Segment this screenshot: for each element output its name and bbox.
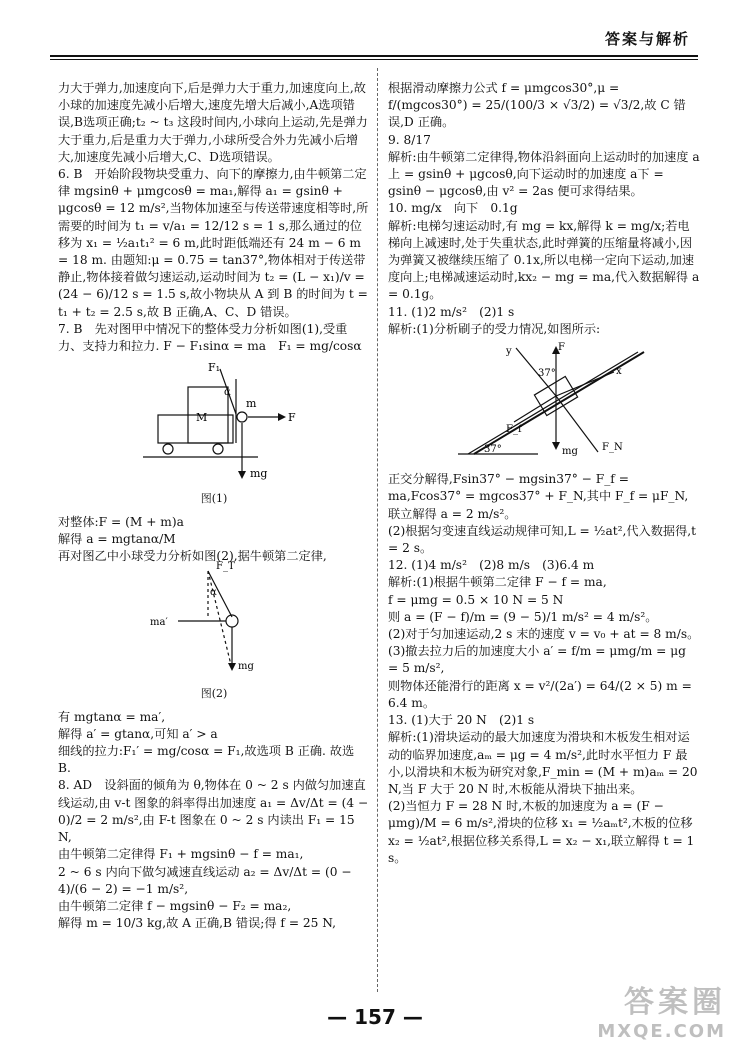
svg-text:x: x (616, 366, 622, 378)
answer-5-continued: 力大于弹力,加速度向下,后是弹力大于重力,加速度向上,故小球的加速度先减小后增大,速度先增大后减小,A选项错误,B选项正确;t₂ ~ t₃ 这段时间内,小球向上运动,先是弹力大于重力,后是重力大于弹力,小球所受合外力先减小后增大,加速度先减小后增大,C、D选项错误。 (58, 81, 368, 164)
answer-7: 7. B 先对图甲中情况下的整体受力分析如图(1),受重力、支持力和拉力. F − F₁sinα = ma F₁ = mg/cosα (58, 321, 362, 354)
right-column (388, 80, 700, 867)
answer-13: 13. (1)大于 20 N (2)1 s (388, 713, 535, 728)
svg-text:F: F (288, 411, 296, 425)
answer-8: 8. AD 设斜面的倾角为 θ,物体在 0 ~ 2 s 内做匀加速直线运动,由 v-t 图象的斜率得出加速度 a₁ = Δv/Δt = (4 − 0)/2 = 2 m/s²,由 F-t 图象在 0 ~ 2 s 内读出 F₁ = 15 N, (58, 778, 369, 845)
figure-2-caption: 图(2) (200, 687, 228, 701)
svg-text:37°: 37° (538, 368, 556, 380)
watermark-url: MXQE.COM (597, 1021, 726, 1042)
svg-text:m: m (246, 397, 257, 411)
svg-text:mg: mg (238, 661, 254, 673)
column-divider (377, 68, 378, 992)
answer-11-decompose: 正交分解得,Fsin37° − mgsin37° − F_f = ma,Fcos37° = mgcos37° + F_N,其中 F_f = μF_N,联立解得 a = 2 m/s²。 (388, 472, 689, 521)
answer-11: 11. (1)2 m/s² (2)1 s (388, 304, 515, 319)
answer-11-part2: (2)根据匀变速直线运动规律可知,L = ½at²,代入数据得,t = 2 s。 (388, 523, 697, 556)
answer-12-distance: 则物体还能滑行的距离 x = v²/(2a′) = 64/(2 × 5) m = 6.4 m。 (388, 678, 692, 710)
answer-8-decel: 2 ~ 6 s 内向下做匀减速直线运动 a₂ = Δv/Δt = (0 − 4)/(6 − 2) = −1 m/s², (58, 864, 352, 896)
answer-12: 12. (1)4 m/s² (2)8 m/s (3)6.4 m (388, 558, 595, 573)
header-title: 答案与解析 (604, 30, 690, 48)
page-number: — 157 — (327, 1005, 423, 1029)
answer-12-accel: 则 a = (F − f)/m = (9 − 5)/1 m/s² = 4 m/s²。 (388, 609, 658, 624)
watermark-brand: 答案圈 (624, 985, 726, 1020)
answer-8-eq1: 由牛顿第二定律得 F₁ + mgsinθ − f = ma₁, (58, 847, 304, 862)
answer-11-analysis: 解析:(1)分析刷子的受力情况,如图所示: (388, 321, 601, 336)
answer-8-solve: 解得 m = 10/3 kg,故 A 正确,B 错误;得 f = 25 N, (58, 916, 337, 931)
answer-8-eq2: 由牛顿第二定律 f − mgsinθ − F₂ = ma₂, (58, 898, 292, 913)
answer-12-part2: (2)对于匀加速运动,2 s 末的速度 v = v₀ + at = 8 m/s。 (388, 627, 700, 642)
answer-7-whole: 对整体:F = (M + m)a (58, 514, 184, 529)
answer-10-analysis: 解析:电梯匀速运动时,有 mg = kx,解得 k = mg/x;若电梯向上减速时,处于失重状态,此时弹簧的压缩量将减小,因为弹簧又被继续压缩了 0.1x,所以电梯一定向下运动,加速度向上;电梯减速运动时,kx₂ − mg = ma,代入数据解得 a = 0.1g。 (388, 218, 700, 302)
ball-m (237, 412, 247, 422)
svg-text:F_T: F_T (216, 561, 235, 573)
header-rule (50, 55, 698, 57)
svg-text:37°: 37° (484, 444, 502, 456)
svg-text:F_N: F_N (602, 442, 623, 454)
answer-6: 6. B 开始阶段物块受重力、向下的摩擦力,由牛顿第二定律 mgsinθ + μmgcosθ = ma₁,解得 a₁ = gsinθ + μgcosθ = 12 m/s²,当物体加速至与传送带速度相等时,所需要的时间为 t₁ = v/a₁ = 12/12 s = 1 s,那么通过的位移为 x₁ = ½a₁t₁² = 6 m,此时距低端还有 24 m − 6 m = 18 m. 由题知:μ = 0.75 = tan37°,物体相对于传送带静止,物体接着做匀速运动,运动时间为 t₂ = (L − x₁)/v = (24 − 6)/12 s = 1.5 s,故小物块从 A 到 B 的时间为 t = t₁ + t₂ = 2.5 s,故 B 正确,A、C、D 错误。 (58, 167, 369, 319)
svg-text:M: M (196, 411, 208, 425)
answer-13-part2: (2)当恒力 F = 28 N 时,木板的加速度为 a = (F − μmg)/M = 6 m/s²,滑块的位移 x₁ = ½aₘt²,木板的位移 x₂ = ½at²,根据位移关系得,L = x₂ − x₁,联立解得 t = 1 s。 (388, 799, 695, 865)
left-column (58, 80, 370, 932)
answer-8-continued: 根据滑动摩擦力公式 f = μmgcos30°,μ = f/(mgcos30°) = 25/(100/3 × √3/2) = √3/2,故 C 错误,D 正确。 (388, 81, 686, 130)
figure-1-diagram (58, 359, 370, 479)
answer-13-part1: 解析:(1)滑块运动的最大加速度为滑块和木板发生相对运动的临界加速度,aₘ = μg = 4 m/s²,此时水平恒力 F 最小,以滑块和木板为研究对象,F_min = (M + m)aₘ = 20 N,当 F 大于 20 N 时,木板能从滑块下抽出来。 (388, 730, 698, 796)
svg-text:mg: mg (562, 446, 578, 458)
figure-2-diagram (58, 561, 370, 674)
answer-12-friction: f = μmg = 0.5 × 10 N = 5 N (388, 592, 564, 607)
answer-12-part3: (3)撤去拉力后的加速度大小 a′ = f/m = μmg/m = μg = 5 m/s², (388, 644, 686, 676)
svg-text:ma′: ma′ (150, 617, 168, 629)
svg-text:α: α (224, 387, 231, 399)
svg-text:F_f: F_f (506, 424, 522, 436)
svg-text:y: y (506, 346, 512, 358)
answer-7-solve-a: 解得 a = mgtanα/M (58, 531, 176, 546)
svg-text:F₁: F₁ (208, 361, 221, 375)
header-rule-thin (50, 59, 698, 60)
answer-9-analysis: 解析:由牛顿第二定律得,物体沿斜面向上运动时的加速度 a上 = gsinθ + μgcosθ,向下运动时的加速度 a下 = gsinθ − μgcosθ,由 v² = 2as 便可求得结果。 (388, 149, 700, 199)
svg-text:α: α (210, 587, 217, 599)
answer-7-ball: 再对图乙中小球受力分析如图(2),据牛顿第二定律, (58, 549, 327, 564)
answer-7-solve: 解得 a′ = gtanα,可知 a′ > a (58, 726, 218, 741)
figure-3-brush-diagram (388, 342, 700, 462)
answer-9: 9. 8/17 (388, 132, 431, 147)
answer-7-tension: 细线的拉力:F₁′ = mg/cosα = F₁,故选项 B 正确. 故选 B. (58, 744, 355, 776)
figure-1-caption: 图(1) (200, 492, 228, 506)
answer-7-eq: 有 mgtanα = ma′, (58, 709, 166, 724)
answer-12-analysis: 解析:(1)根据牛顿第二定律 F − f = ma, (388, 575, 607, 590)
svg-text:mg: mg (250, 467, 268, 481)
svg-text:F: F (558, 342, 565, 354)
answer-10: 10. mg/x 向下 0.1g (388, 201, 518, 216)
watermark (597, 977, 726, 1042)
